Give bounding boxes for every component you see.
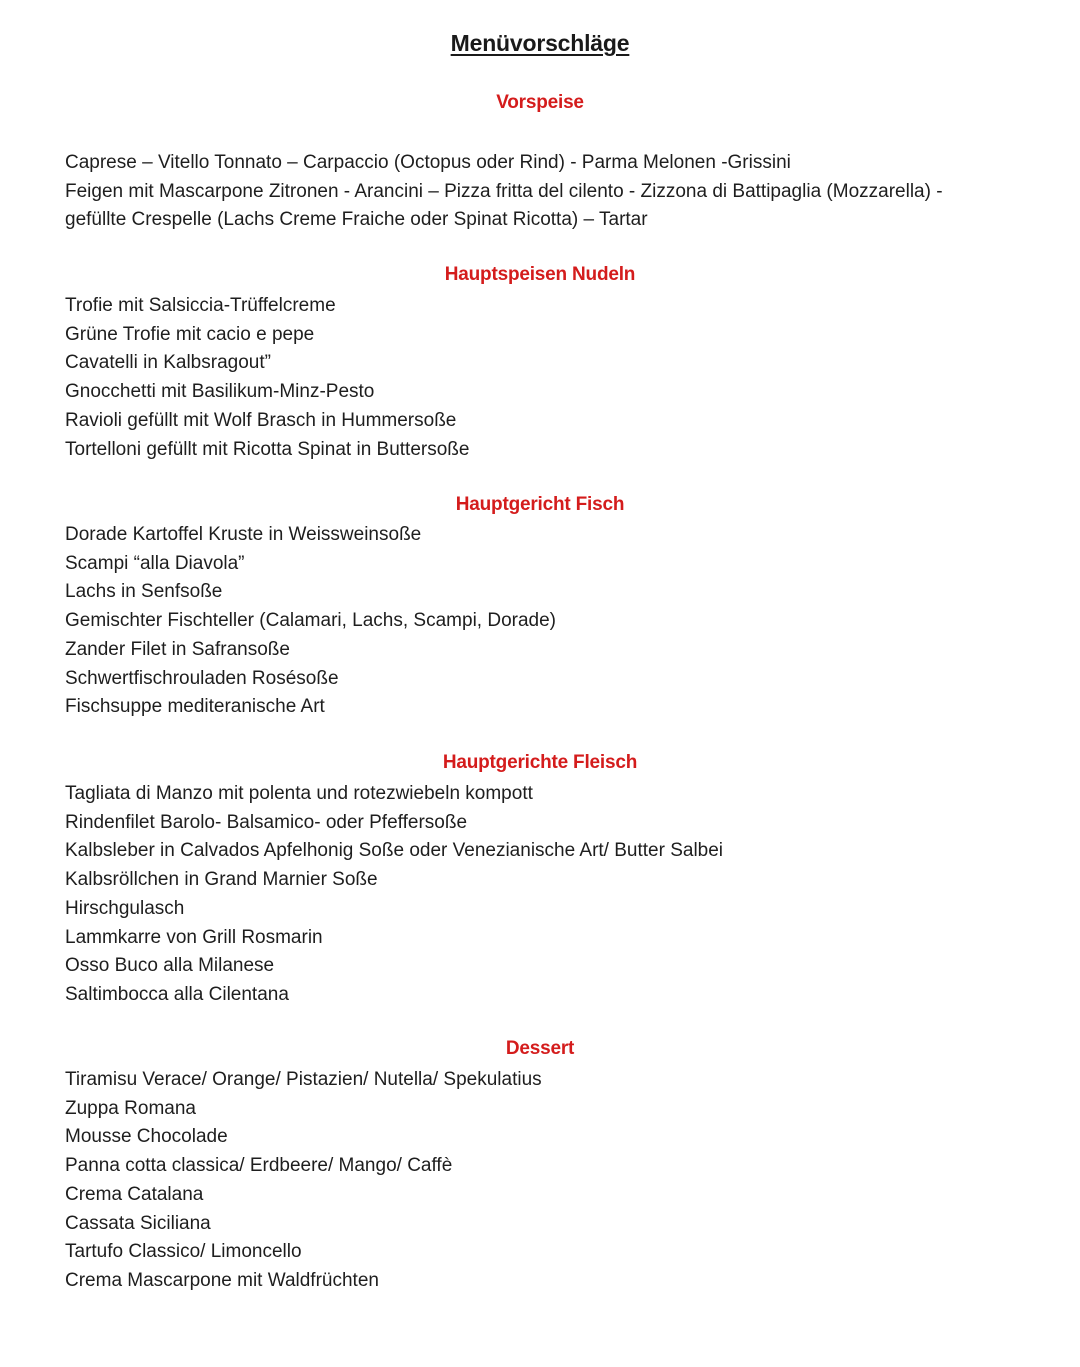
list-item: Zander Filet in Safransoße [65,638,290,660]
list-item: Caprese – Vitello Tonnato – Carpaccio (Octopus oder Rind) - Parma Melonen -Grissini [65,152,791,173]
list-item: Fischsuppe mediteranische Art [65,696,325,718]
section-list-fleisch [65,780,1025,1010]
list-item: Lammkarre von Grill Rosmarin [65,926,323,948]
list-item: Scampi “alla Diavola” [65,552,245,574]
section-heading-dessert: Dessert [505,1038,575,1059]
section-heading-nudeln: Hauptspeisen Nudeln [444,264,636,285]
section-heading-fleisch: Hauptgerichte Fleisch [442,752,638,773]
list-item: Crema Mascarpone mit Waldfrüchten [65,1269,379,1291]
list-item: Mousse Chocolade [65,1126,228,1148]
list-item: Ravioli gefüllt mit Wolf Brasch in Hummersoße [65,409,457,431]
list-item: Saltimbocca alla Cilentana [65,983,289,1005]
section-list-nudeln [65,292,1025,464]
list-item: Panna cotta classica/ Erdbeere/ Mango/ Caffè [65,1155,453,1177]
list-item: Tortelloni gefüllt mit Ricotta Spinat in Buttersoße [65,438,470,460]
list-item: Osso Buco alla Milanese [65,955,275,977]
list-item: Schwertfischrouladen Rosésoße [65,667,339,689]
list-item: Trofie mit Salsiccia-Trüffelcreme [65,295,336,316]
list-item: Kalbsleber in Calvados Apfelhonig Soße oder Venezianische Art/ Butter Salbei [65,840,724,862]
list-item: Zuppa Romana [65,1097,196,1119]
list-item: Rindenfilet Barolo- Balsamico- oder Pfeffersoße [65,811,468,833]
list-item: Gemischter Fischteller (Calamari, Lachs, Scampi, Dorade) [65,610,556,632]
list-item: Crema Catalana [65,1183,204,1205]
section-heading-fisch: Hauptgericht Fisch [455,494,625,515]
list-item: Kalbsröllchen in Grand Marnier Soße [65,869,378,891]
list-item: Tartufo Classico/ Limoncello [65,1241,302,1263]
list-item: Tagliata di Manzo mit polenta und rotezwiebeln kompott [65,783,533,804]
list-item: Feigen mit Mascarpone Zitronen - Arancini – Pizza fritta del cilento - Zizzona di Battipaglia (Mozzarella) - [65,180,943,202]
section-list-fisch [65,521,1025,722]
section-list-vorspeise [65,149,1025,235]
list-item: Dorade Kartoffel Kruste in Weissweinsoße [65,524,422,545]
list-item: Tiramisu Verace/ Orange/ Pistazien/ Nutella/ Spekulatius [65,1069,542,1090]
list-item: Cassata Siciliana [65,1212,211,1234]
list-item: Grüne Trofie mit cacio e pepe [65,323,315,345]
list-item: Cavatelli in Kalbsragout” [65,352,271,374]
section-list-dessert [65,1066,1025,1296]
list-item: Hirschgulasch [65,897,185,919]
page-title: Menüvorschläge [450,30,630,56]
list-item: gefüllte Crespelle (Lachs Creme Fraiche oder Spinat Ricotta) – Tartar [65,209,648,231]
section-heading-vorspeise: Vorspeise [496,92,584,113]
list-item: Gnocchetti mit Basilikum-Minz-Pesto [65,381,375,403]
list-item: Lachs in Senfsoße [65,581,223,603]
